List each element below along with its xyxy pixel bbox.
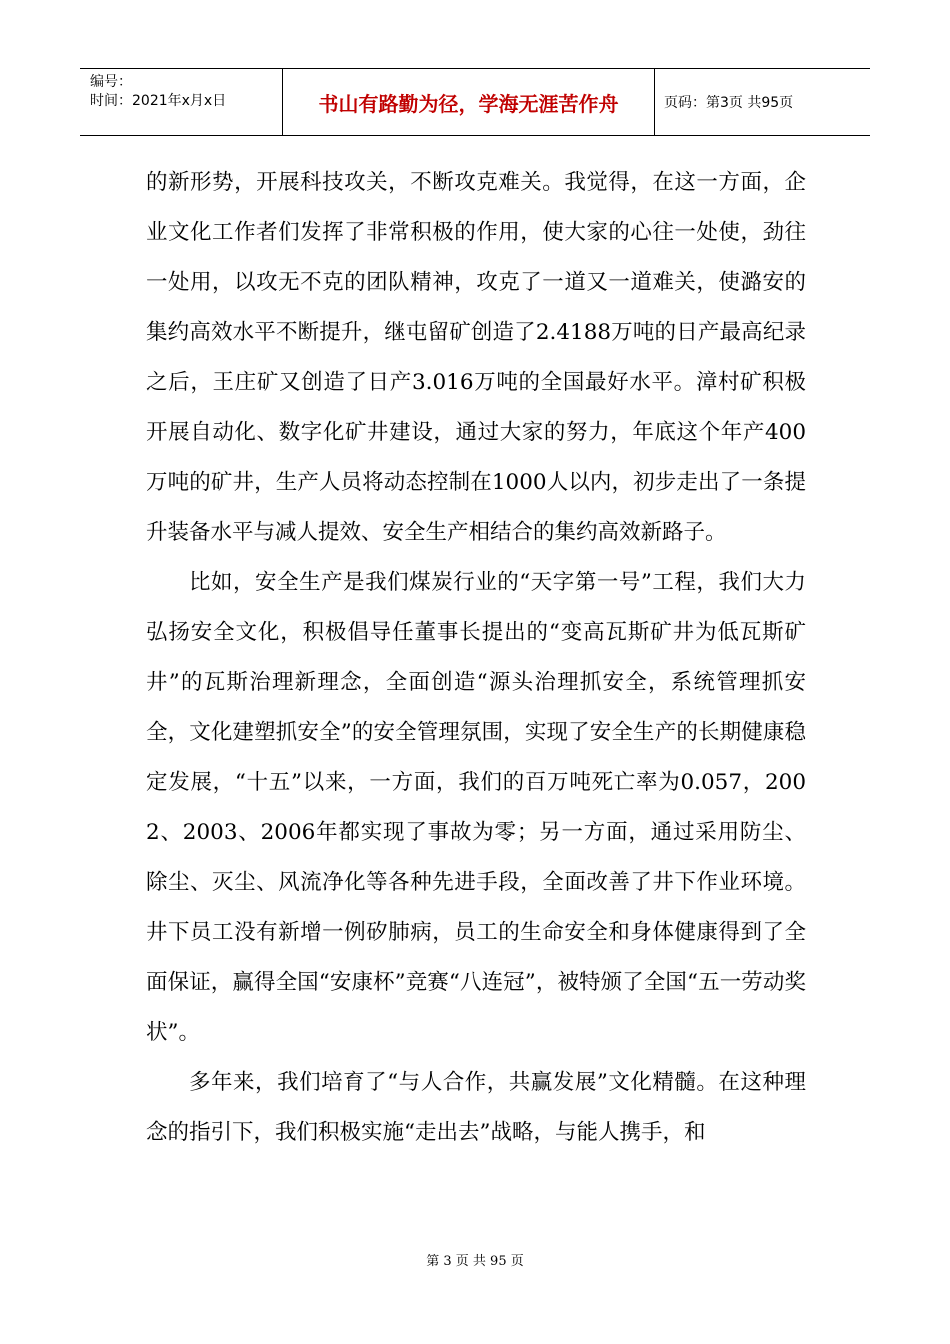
page-footer: 第 3 页 共 95 页 xyxy=(426,1254,524,1269)
paragraph-2: 比如，安全生产是我们煤炭行业的“天字第一号”工程，我们大力弘扬安全文化，积极倡导任董事长提出的“变高瓦斯矿井为低瓦斯矿井”的瓦斯治理新理念，全面创造“源头治理抓安全，系统管理抓安全，文化建塑抓安全”的安全管理氛围，实现了安全生产的长期健康稳定发展，“十五”以来，一方面，我们的百万吨死亡率为0.057，2002、2003、2006年都实现了事故为零；另一方面，通过采用防尘、除尘、灭尘、风流净化等各种先进手段，全面改善了井下作业环境。井下员工没有新增一例矽肺病，员工的生命安全和身体健康得到了全面保证，赢得全国“安康杯”竞赛“八连冠”，被特颁了全国“五一劳动奖状”。 xyxy=(146,570,806,1045)
header-motto: 书山有路勤为径，学海无涯苦作舟 xyxy=(283,69,655,135)
header-meta xyxy=(80,69,283,135)
serial-number-label: 编号： xyxy=(90,74,132,90)
paragraph-3: 多年来，我们培育了“与人合作，共赢发展”文化精髓。在这种理念的指引下，我们积极实施“走出去”战略，与能人携手，和 xyxy=(146,1070,806,1145)
date-label: 时间：2021年x月x日 xyxy=(90,93,227,109)
paragraph-1: 的新形势，开展科技攻关，不断攻克难关。我觉得，在这一方面，企业文化工作者们发挥了非常积极的作用，使大家的心往一处使，劲往一处用，以攻无不克的团队精神，攻克了一道又一道难关，使潞安的集约高效水平不断提升，继屯留矿创造了2.4188万吨的日产最高纪录之后，王庄矿又创造了日产3.016万吨的全国最好水平。漳村矿积极开展自动化、数字化矿井建设，通过大家的努力，年底这个年产400万吨的矿井，生产人员将动态控制在1000人以内，初步走出了一条提升装备水平与减人提效、安全生产相结合的集约高效新路子。 xyxy=(146,170,806,545)
header-page-info: 页码：第3页 共95页 xyxy=(664,95,794,111)
page-header xyxy=(80,68,870,136)
document-body xyxy=(146,158,806,1158)
